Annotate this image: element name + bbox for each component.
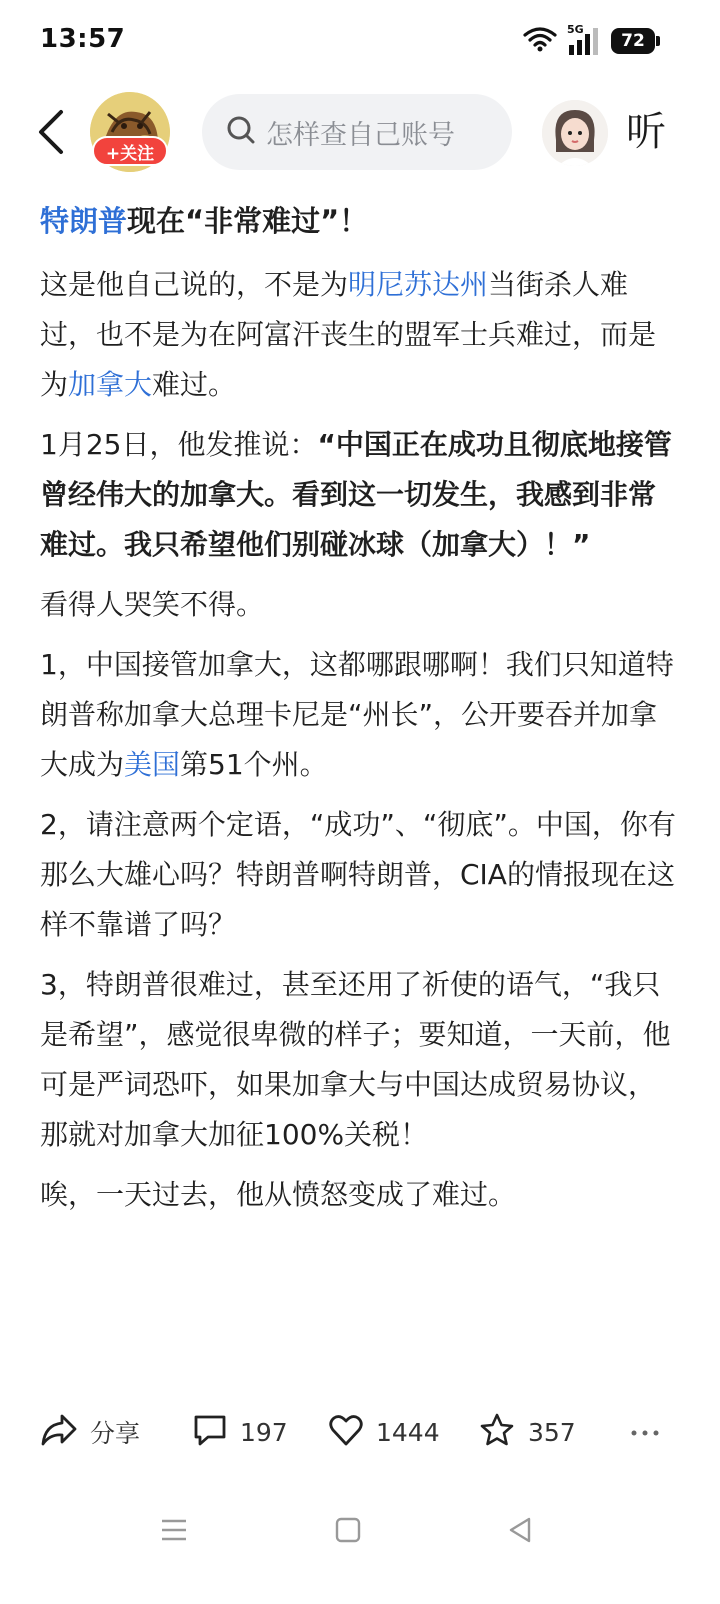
like-button[interactable]	[328, 1412, 440, 1452]
menu-nav-button[interactable]	[154, 1510, 194, 1550]
search-input[interactable]	[202, 94, 512, 170]
battery-level: 72	[611, 28, 655, 54]
heart-icon	[328, 1413, 364, 1451]
paragraph-text: 难过。	[152, 368, 237, 401]
paragraph-4	[40, 640, 680, 790]
link-canada[interactable]: 加拿大	[68, 368, 153, 401]
back-button[interactable]	[26, 102, 76, 162]
comment-icon	[192, 1413, 228, 1451]
paragraph-text: 第51个州。	[180, 748, 328, 781]
triangle-back-icon	[507, 1516, 533, 1544]
wifi-icon	[523, 26, 557, 56]
favorite-count: 357	[528, 1417, 576, 1447]
quote-text: “中国正在成功且彻底地接管曾经伟大的加拿大。看到这一切发生，我感到非常难过。我只希望他们别碰冰球（加拿大）！”	[40, 428, 672, 561]
article-header	[0, 82, 720, 186]
paragraph-2	[40, 420, 680, 570]
listen-button[interactable]: 听	[626, 109, 666, 155]
article-title	[40, 200, 680, 242]
follow-button[interactable]: +关注	[92, 136, 168, 166]
share-label: 分享	[90, 1419, 141, 1448]
back-nav-button[interactable]	[500, 1510, 540, 1550]
paragraph-text: 1，中国接管加拿大，这都哪跟哪啊！我们只知道特朗普称加拿大总理卡尼是“州长”，公开要吞并加拿大成为	[40, 648, 674, 781]
more-icon	[630, 1423, 660, 1442]
favorite-button[interactable]	[478, 1412, 576, 1452]
square-icon	[335, 1517, 361, 1543]
status-time: 13:57	[40, 24, 126, 54]
author-avatar-group	[90, 92, 170, 172]
home-nav-button[interactable]	[328, 1510, 368, 1550]
paragraph-text: 这是他自己说的，不是为	[40, 268, 349, 301]
paragraph-5: 2，请注意两个定语，“成功”、“彻底”。中国，你有那么大雄心吗？特朗普啊特朗普，CIA的情报现在这样不靠谱了吗？	[40, 808, 676, 941]
link-usa[interactable]: 美国	[124, 748, 181, 781]
share-button[interactable]	[40, 1412, 140, 1452]
paragraph-text: 1月25日，他发推说：	[40, 428, 318, 461]
signal-icon	[567, 23, 601, 56]
star-icon	[478, 1412, 516, 1452]
more-button[interactable]	[630, 1412, 660, 1452]
action-bar	[0, 1398, 720, 1470]
paragraph-3: 看得人哭笑不得。	[40, 588, 265, 621]
battery-icon	[611, 28, 660, 54]
share-icon	[40, 1413, 78, 1451]
system-nav-bar	[0, 1500, 720, 1560]
title-text: 现在“非常难过”！	[127, 204, 369, 238]
comment-count: 197	[240, 1417, 288, 1447]
paragraph-1	[40, 260, 680, 410]
network-type: 5G	[567, 23, 584, 36]
paragraph-7: 唉，一天过去，他从愤怒变成了难过。	[40, 1178, 517, 1211]
paragraph-text: 当街杀人难过，也不是为在阿富汗丧生的盟军士兵难过，而是为	[40, 268, 657, 401]
chevron-left-icon	[36, 109, 66, 155]
status-bar	[0, 0, 720, 82]
search-placeholder: 怎样查自己账号	[266, 119, 455, 151]
article-body	[40, 190, 680, 1360]
status-icons	[523, 24, 660, 58]
comment-button[interactable]	[192, 1412, 288, 1452]
menu-icon	[160, 1517, 188, 1543]
title-link-trump[interactable]: 特朗普	[40, 204, 128, 238]
like-count: 1444	[376, 1417, 440, 1447]
paragraph-6: 3，特朗普很难过，甚至还用了祈使的语气，“我只是希望”，感觉很卑微的样子；要知道，一天前，他可是严词恐吓，如果加拿大与中国达成贸易协议，那就对加拿大加征100%关税！	[40, 968, 671, 1151]
link-minnesota[interactable]: 明尼苏达州	[348, 268, 489, 301]
search-icon	[226, 115, 256, 149]
user-avatar[interactable]	[542, 100, 608, 166]
